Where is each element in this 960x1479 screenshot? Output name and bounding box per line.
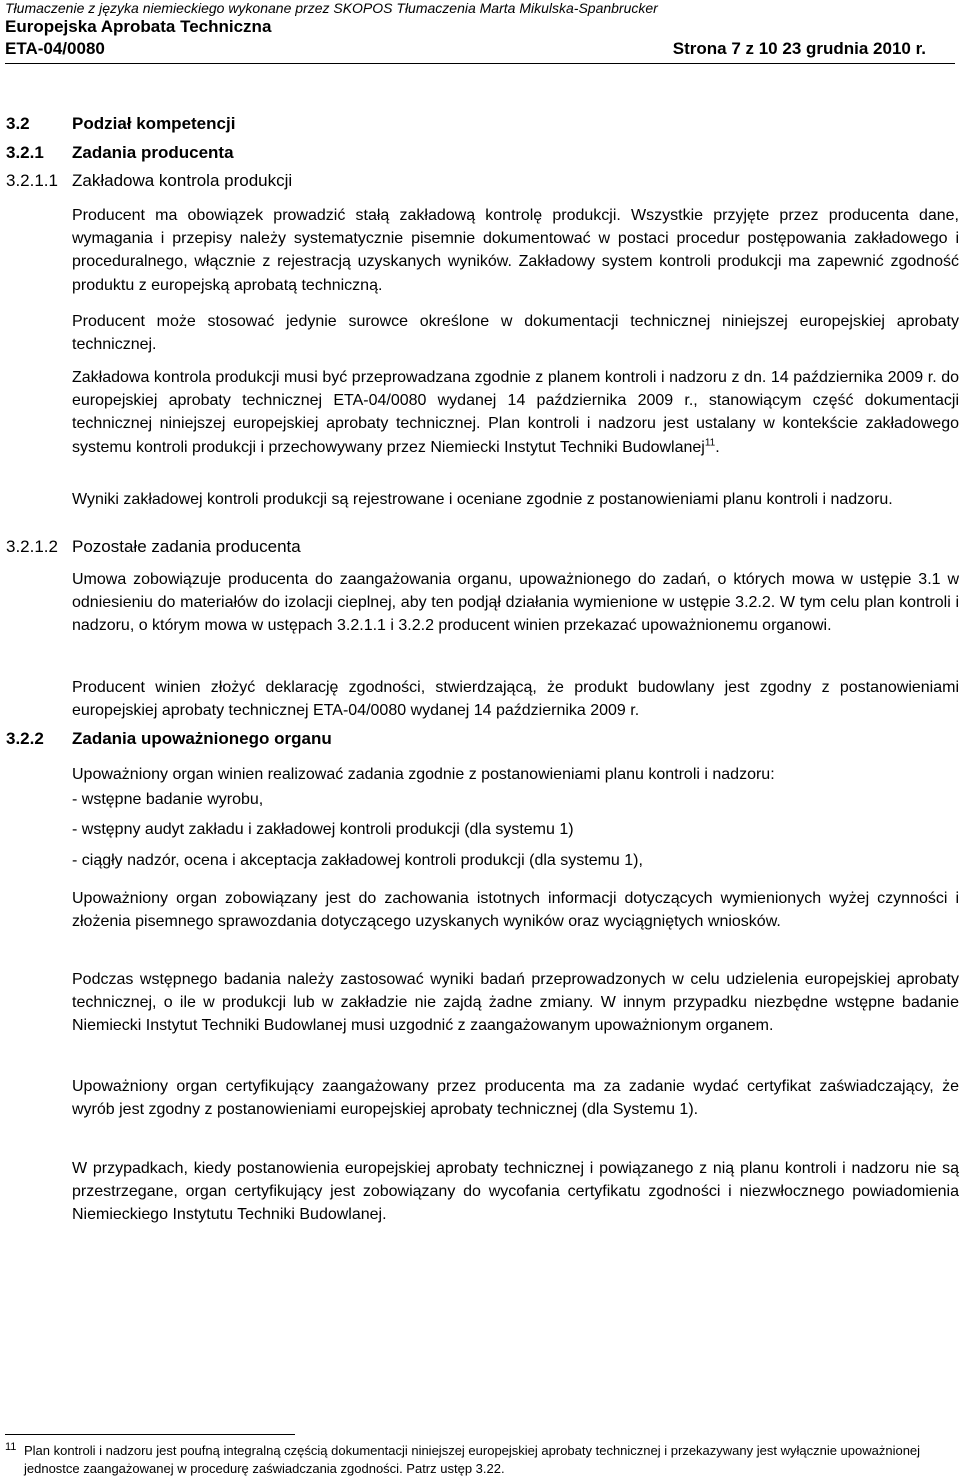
paragraph-notified-body-tasks: Upoważniony organ winien realizować zadania zgodnie z postanowieniami planu kontroli i nadzoru: (72, 766, 775, 783)
footnote-separator (5, 1434, 295, 1435)
document-number: ETA-04/0080 (5, 39, 105, 58)
heading-number: 3.2 (6, 114, 30, 133)
heading-number: 3.2.2 (6, 729, 44, 748)
heading-number: 3.2.1.1 (6, 171, 58, 190)
paragraph-control-plan: Zakładowa kontrola produkcji musi być przeprowadzana zgodnie z planem kontroli i nadzoru z dn. 14 października 2009 r. do europejskiej aprobaty technicznej ETA-04/0080 wydanej 14 października 2009 r., stanowiącym część dokumentacji technicznej niniejszej europejskiej aprobaty technicznej. Plan kontroli i nadzoru jest ustalany w kontekście zakładowego systemu kontroli produkcji i przechowywany przez Niemiecki Instytut Techniki Budowlanej$^{11}$. (72, 369, 959, 456)
heading-text: Zadania upoważnionego organu (72, 729, 332, 748)
heading-text: Zadania producenta (72, 143, 234, 162)
footnote-text: Plan kontroli i nadzoru jest poufną integralną częścią dokumentacji niniejszej europejskiej aprobaty technicznej i przekazywany jest wyłącznie upoważnionej jednostce zaangażowanej w procedurę zaświadczania zgodności. Patrz ustęp 3.22. (24, 1443, 921, 1476)
paragraph-raw-materials: Producent może stosować jedynie surowce określone w dokumentacji technicznej niniejszej europejskiej aprobaty technicznej. (72, 313, 959, 354)
page-info: Strona 7 z 10 23 grudnia 2010 r. (672, 39, 926, 58)
header-rule (5, 63, 955, 64)
paragraph-declaration: Producent winien złożyć deklarację zgodności, stwierdzającą, że produkt budowlany jest zgodny z postanowieniami europejskiej aprobaty technicznej ETA-04/0080 wydanej 14 października 2009 r. (72, 679, 959, 720)
footnote-reference: 11 (704, 437, 716, 449)
heading-text: Zakładowa kontrola produkcji (72, 171, 293, 190)
translation-note: Tłumaczenie z języka niemieckiego wykonane przez SKOPOS Tłumaczenia Marta Mikulska-Spanbrucker (5, 0, 658, 16)
paragraph-results: Wyniki zakładowej kontroli produkcji są rejestrowane i oceniane zgodnie z postanowieniami planu kontroli i nadzoru. (72, 491, 893, 508)
list-item: - ciągły nadzór, ocena i akceptacja zakładowej kontroli produkcji (dla systemu 1), (72, 852, 643, 869)
heading-text: Pozostałe zadania producenta (72, 537, 301, 556)
paragraph-contract: Umowa zobowiązuje producenta do zaangażowania organu, upoważnionego do zadań, o których mowa w ustępie 3.1 w odniesieniu do materiałów do izolacji cieplnej, aby ten podjął działania wymienione w ustępie 3.2.2. W tym celu plan kontroli i nadzoru, o którym mowa w ustępach 3.2.1.1 i 3.2.2 producent winien przekazać upoważnionemu organowi. (72, 571, 959, 635)
paragraph-certificate: Upoważniony organ certyfikujący zaangażowany przez producenta ma za zadanie wydać certyfikat zaświadczający, że wyrób jest zgodny z postanowieniami europejskiej aprobaty technicznej (dla Systemu 1). (72, 1078, 959, 1119)
footnote-number: 11 (5, 1441, 17, 1453)
list-item: - wstępny audyt zakładu i zakładowej kontroli produkcji (dla systemu 1) (72, 821, 574, 838)
paragraph-fpc-obligation: Producent ma obowiązek prowadzić stałą zakładową kontrolę produkcji. Wszystkie przyjęte przez producenta dane, wymagania i przepisy należy systematycznie pisemnie dokumentować w postaci procedur postępowania zakładowego i proceduralnego, włącznie z rejestracją uzyskanych wyników. Zakładowy system kontroli produkcji ma zapewnić zgodność produktu z europejską aprobatą techniczną. (72, 207, 959, 294)
paragraph-reporting: Upoważniony organ zobowiązany jest do zachowania istotnych informacji dotyczących wymienionych wyżej czynności i złożenia pisemnego sprawozdania dotyczącego uzyskanych wyników oraz wyciągniętych wniosków. (72, 890, 959, 931)
heading-number: 3.2.1.2 (6, 537, 58, 556)
list-item: - wstępne badanie wyrobu, (72, 791, 264, 808)
paragraph-withdrawal: W przypadkach, kiedy postanowienia europejskiej aprobaty technicznej i powiązanego z nią planu kontroli i nadzoru nie są przestrzegane, organ certyfikujący jest zobowiązany do wycofania certyfikatu zgodności i niezwłocznego powiadomienia Niemieckiego Instytutu Techniki Budowlanej. (72, 1160, 959, 1224)
document-title: Europejska Aprobata Techniczna (5, 17, 272, 36)
heading-text: Podział kompetencji (72, 114, 236, 133)
heading-number: 3.2.1 (6, 143, 44, 162)
paragraph-text: Zakładowa kontrola produkcji musi być przeprowadzana zgodnie z planem kontroli i nadzoru z dn. 14 października 2009 r. do europejskiej aprobaty technicznej ETA-04/0080 wydanej 14 października 2009 r., stanowiącym część dokumentacji technicznej niniejszej europejskiej aprobaty technicznej. Plan kontroli i nadzoru jest ustalany w kontekście zakładowego systemu kontroli produkcji i przechowywany przez Niemiecki Instytut Techniki Budowlanej (72, 369, 959, 456)
paragraph-initial-testing: Podczas wstępnego badania należy zastosować wyniki badań przeprowadzonych w celu udzielenia europejskiej aprobaty technicznej, o ile w produkcji lub w zakładzie nie zajdą żadne zmiany. W innym przypadku niezbędne wstępne badanie Niemiecki Instytut Techniki Budowlanej musi uzgodnić z zaangażowanym upoważnionym organem. (72, 971, 959, 1035)
